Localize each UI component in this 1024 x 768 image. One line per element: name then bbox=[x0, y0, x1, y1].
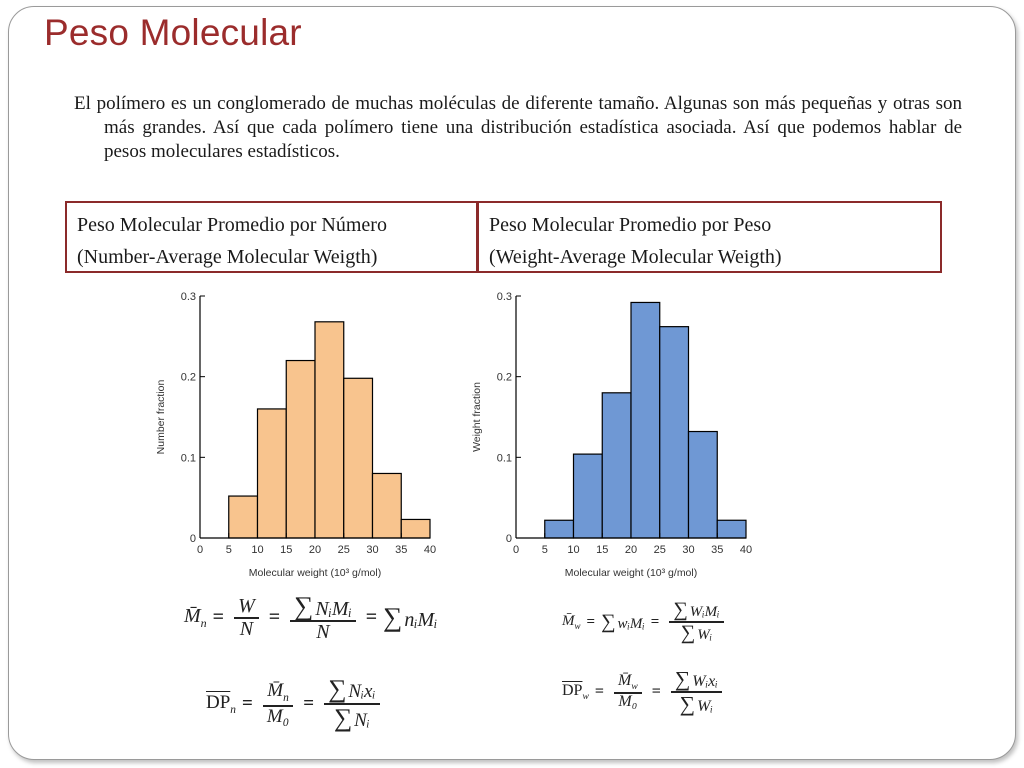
x-axis-title: Molecular weight (10³ g/mol) bbox=[564, 567, 698, 579]
number-average-subtitle: (Number-Average Molecular Weigth) bbox=[77, 246, 378, 268]
number-average-title: Peso Molecular Promedio por Número bbox=[77, 214, 387, 236]
y-tick-label: 0 bbox=[505, 533, 512, 545]
definition-boxes bbox=[65, 201, 942, 273]
intro-paragraph: El polímero es un conglomerado de muchas moléculas de diferente tamaño. Algunas son más pequeñas y otras son más grandes. Así que cada polímero tiene una distribución estadística asociada. Así que podemos hablar de pesos moleculares estadísticos. bbox=[74, 93, 962, 162]
x-axis-title: Molecular weight (10³ g/mol) bbox=[248, 567, 382, 579]
y-tick-label: 0.3 bbox=[180, 291, 196, 303]
x-tick-label: 5 bbox=[225, 544, 232, 556]
x-tick-label: 0 bbox=[196, 544, 204, 556]
x-tick-label: 40 bbox=[739, 544, 753, 556]
y-tick-label: 0 bbox=[189, 533, 196, 545]
x-tick-label: 10 bbox=[251, 544, 264, 556]
histogram-bar bbox=[286, 361, 315, 538]
histogram-bar bbox=[258, 409, 287, 538]
mw-formula: $M̄_w$ = ∑ wᵢMᵢ = $\frac{\text{∑ WᵢMᵢ}}{\text{∑ Wᵢ}}$ bbox=[562, 600, 728, 645]
x-tick-label: 30 bbox=[366, 544, 379, 556]
histogram-bar bbox=[229, 496, 258, 538]
weight-average-subtitle: (Weight-Average Molecular Weigth) bbox=[489, 246, 782, 268]
sum-wixi-over-sum-wi: $\frac{\text{∑ Wᵢxᵢ}}{\text{∑ Wᵢ}}$ bbox=[671, 668, 722, 716]
number-average-box bbox=[67, 203, 479, 271]
mw-symbol: $M̄_w$ bbox=[562, 613, 581, 632]
y-tick-label: 0.1 bbox=[180, 452, 196, 465]
number-fraction-chart bbox=[148, 282, 448, 587]
dpn-formula: $\overline{DP}_n$ = $\frac{M̄_n}{\text{M₀}}$ = $\frac{\text{∑ Nᵢxᵢ}}{\text{∑ Nᵢ}}$ bbox=[206, 676, 384, 732]
mn-formula: $M̄_n$ = $\frac{W}{N}$ = $\frac{\text{∑ NᵢMᵢ}}{N}$ = ∑ nᵢMᵢ bbox=[184, 591, 438, 644]
weight-average-box bbox=[479, 203, 940, 271]
histogram-bar bbox=[344, 378, 373, 538]
number-fraction-svg bbox=[148, 282, 448, 582]
x-tick-label: 0 bbox=[512, 544, 520, 556]
mn-symbol: $M̄_n$ bbox=[184, 604, 207, 630]
weight-fraction-chart bbox=[464, 282, 764, 587]
sum-small-nimi: ∑ nᵢMᵢ bbox=[383, 602, 438, 633]
x-tick-label: 20 bbox=[308, 544, 322, 556]
y-tick-label: 0.3 bbox=[496, 291, 512, 303]
y-tick-label: 0.1 bbox=[496, 452, 512, 465]
x-tick-label: 20 bbox=[624, 544, 638, 556]
histogram-bar bbox=[315, 322, 344, 538]
x-tick-label: 35 bbox=[395, 544, 408, 556]
histogram-bar bbox=[545, 520, 574, 538]
weight-average-title: Peso Molecular Promedio por Peso bbox=[489, 214, 772, 236]
y-axis-title: Number fraction bbox=[155, 379, 167, 455]
dpw-formula: $\overline{DP}_w$ = $\frac{M̄_w}{\text{M₀}}$ = $\frac{\text{∑ Wᵢxᵢ}}{\text{∑ Wᵢ}}$ bbox=[562, 668, 726, 716]
y-tick-label: 0.2 bbox=[496, 371, 512, 384]
y-tick-label: 0.2 bbox=[180, 371, 196, 384]
dpn-symbol: $\overline{DP}_n$ bbox=[206, 692, 236, 716]
x-tick-label: 25 bbox=[653, 544, 666, 556]
x-tick-label: 25 bbox=[337, 544, 350, 556]
x-tick-label: 35 bbox=[711, 544, 724, 556]
dpw-symbol: $\overline{DP}_w$ bbox=[562, 681, 589, 702]
histogram-bar bbox=[373, 473, 402, 538]
x-tick-label: 5 bbox=[541, 544, 548, 556]
mw-over-m0: $\frac{M̄_w}{\text{M₀}}$ bbox=[614, 673, 642, 711]
y-axis-title: Weight fraction bbox=[471, 382, 483, 452]
x-tick-label: 10 bbox=[567, 544, 580, 556]
histogram-bar bbox=[602, 393, 631, 538]
histogram-bar bbox=[574, 454, 603, 538]
weight-fraction-svg bbox=[464, 282, 764, 582]
x-tick-label: 30 bbox=[682, 544, 695, 556]
sum-nimi-over-n: $\frac{\text{∑ NᵢMᵢ}}{N}$ bbox=[290, 592, 356, 643]
x-tick-label: 40 bbox=[423, 544, 437, 556]
w-over-n: $\frac{W}{N}$ bbox=[234, 596, 259, 640]
histogram-bar bbox=[401, 519, 430, 538]
x-tick-label: 15 bbox=[596, 544, 609, 556]
page-title: Peso Molecular bbox=[44, 12, 302, 53]
sum-wimi-over-sum-wi: $\frac{\text{∑ WᵢMᵢ}}{\text{∑ Wᵢ}}$ bbox=[669, 600, 723, 645]
mn-over-m0: $\frac{M̄_n}{\text{M₀}}$ bbox=[263, 681, 293, 727]
histogram-bar bbox=[660, 327, 689, 538]
x-tick-label: 15 bbox=[280, 544, 293, 556]
sum-nixi-over-sum-ni: $\frac{\text{∑ Nᵢxᵢ}}{\text{∑ Nᵢ}}$ bbox=[324, 676, 379, 732]
sum-small-wimi: ∑ wᵢMᵢ bbox=[601, 610, 645, 633]
histogram-bar bbox=[631, 302, 660, 538]
histogram-bar bbox=[717, 520, 746, 538]
histogram-bar bbox=[689, 432, 718, 538]
